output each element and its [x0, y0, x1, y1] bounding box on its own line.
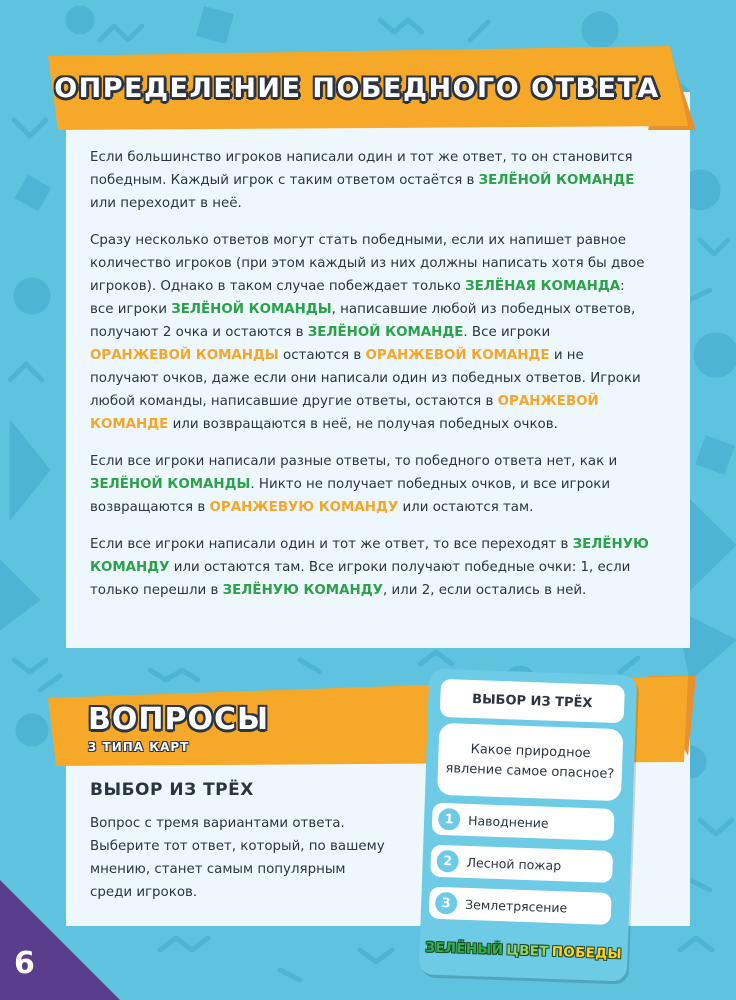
section-subtitle: 3 ТИПА КАРТ	[88, 740, 190, 754]
paragraph-4: Если все игроки написали один и тот же ответ, то все переходят в ЗЕЛЁНУЮ КОМАНДУ или остаются там. Все игроки получают победные очки: 1, если только перешли в ЗЕЛЁНУЮ КОМАНДУ, или 2, если остались в ней.	[90, 537, 649, 598]
section-title: ВОПРОСЫ	[88, 702, 270, 737]
card-option	[432, 803, 615, 841]
option-number: 2	[436, 850, 459, 873]
option-number: 1	[438, 808, 461, 831]
paragraph-3: Если все игроки написали разные ответы, то победного ответа нет, как и ЗЕЛЁНОЙ КОМАНДЫ. Никто не получает победных очков, и все игроки возвращаются в ОРАНЖЕВУЮ КОМАНДУ или остаются там.	[90, 454, 618, 515]
card-type-description: Вопрос с тремя вариантами ответа. Выберите тот ответ, который, по вашему мнению, станет самым популярным среди игроков.	[90, 816, 385, 900]
page-title: ОПРЕДЕЛЕНИЕ ПОБЕДНОГО ОТВЕТА	[54, 72, 660, 104]
option-label: Землетрясение	[464, 896, 568, 915]
example-card	[419, 668, 638, 981]
option-number: 3	[435, 892, 458, 915]
page-corner	[0, 880, 120, 1000]
rules-text	[90, 146, 650, 616]
card-header: ВЫБОР ИЗ ТРЁХ	[440, 679, 625, 723]
paragraph-2: Сразу несколько ответов могут стать победными, если их напишет равное количество игроков (при этом каждый из них должны написать хотя бы двое игроков). Однако в таком случае побеждает только ЗЕЛЁНАЯ КОМАНДА: все игроки ЗЕЛЁНОЙ КОМАНДЫ, написавшие любой из победных ответов, получают 2 очка и остаются в ЗЕЛЁНОЙ КОМАНДЕ. Все игроки ОРАНЖЕВОЙ КОМАНДЫ остаются в ОРАНЖЕВОЙ КОМАНДЕ и не получают очков, даже если они написали один из победных ответов. Игроки любой команды, написавшие другие ответы, остаются в ОРАНЖЕВОЙ КОМАНДЕ или возвращаются в неё, не получая победных очков.	[90, 233, 645, 432]
card-option	[429, 887, 612, 925]
game-logo: ЗЕЛЁНЫЙ ЦВЕТ ПОБЕДЫ	[425, 939, 623, 963]
option-label: Наводнение	[467, 812, 549, 831]
paragraph-1: Если большинство игроков написали один и тот же ответ, то он становится победным. Каждый игрок с таким ответом остаётся в ЗЕЛЁНОЙ КОМАНДЕ или переходит в неё.	[90, 150, 635, 211]
option-label: Лесной пожар	[466, 854, 562, 873]
card-type-heading: ВЫБОР ИЗ ТРЁХ	[90, 780, 254, 800]
card-option	[430, 845, 613, 883]
card-question: Какое природное явление самое опасное?	[437, 723, 623, 801]
page-number: 6	[14, 946, 35, 981]
